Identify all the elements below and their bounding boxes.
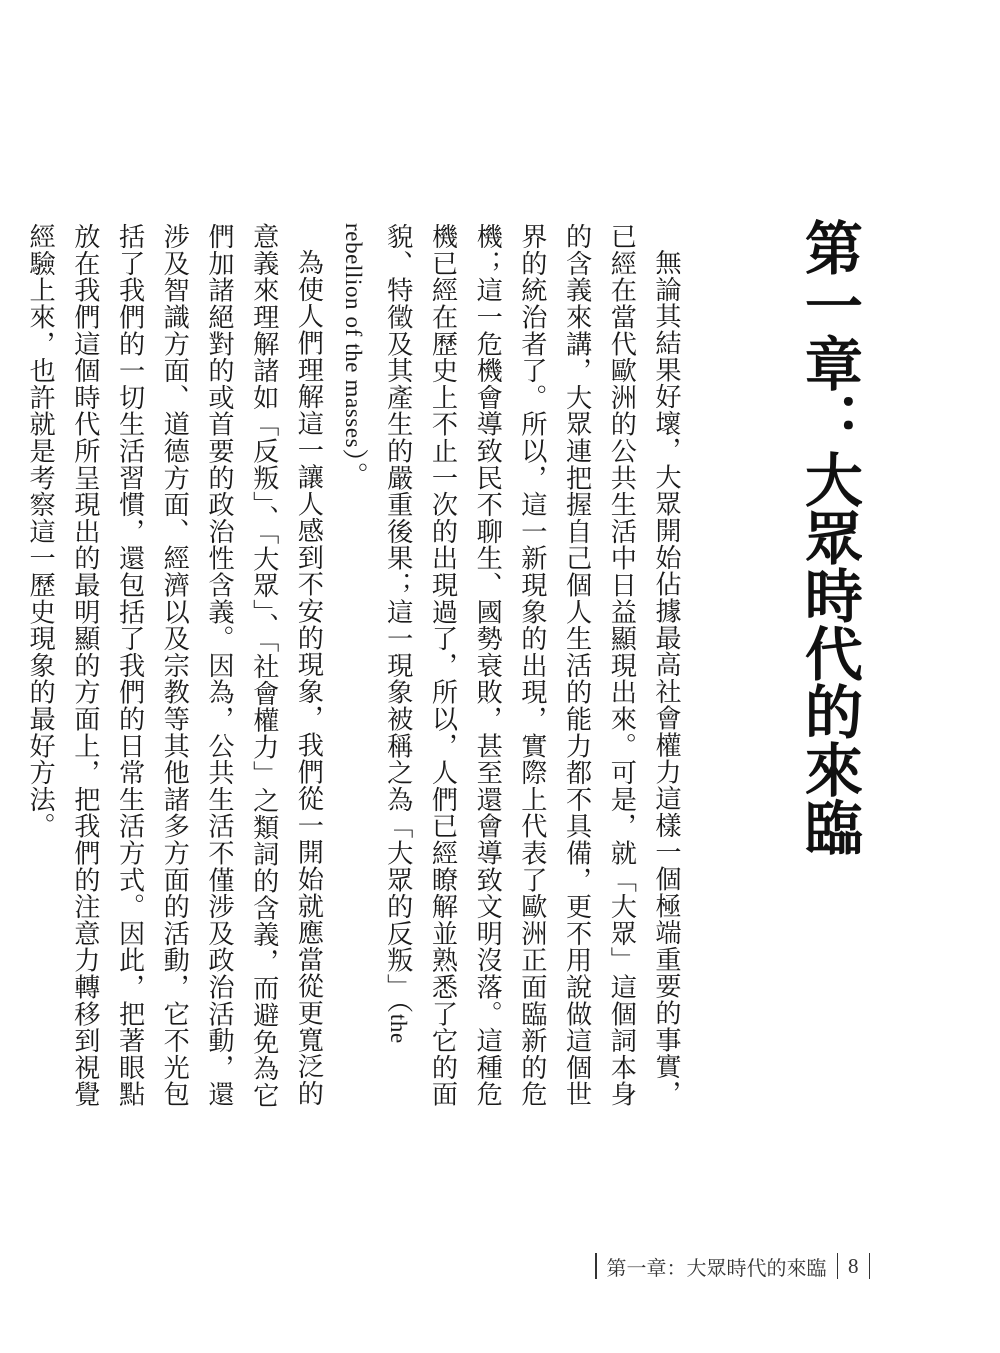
body-text <box>17 223 688 1123</box>
running-footer <box>585 1248 880 1284</box>
paragraph-text: ）。 <box>338 448 369 489</box>
page-number: 8 <box>848 1253 859 1278</box>
latin-phrase: the rebellion of the masses <box>341 223 411 1044</box>
running-head: 第一章：大眾時代的來臨 <box>606 1255 827 1280</box>
footer-divider <box>595 1253 597 1279</box>
paragraph <box>330 223 688 1123</box>
paragraph: 為使人們理解這一讓人感到不安的現象，我們從一開始就應當從更寬泛的意義來理解諸如「反叛」、「大眾」、「社會權力」之類詞的含義，而避免為它們加諸絕對的或首要的政治性含義。因為，公共生活不僅涉及政治活動，還涉及智識方面、道德方面、經濟以及宗教等其他諸多方面的活動，它不光包括了我們的一切生活習慣，還包括了我們的日常生活方式。因此，把著眼點放在我們這個時代所呈現出的最明顯的方面上，把我們的注意力轉移到視覺經驗上來，也許就是考察這一歷史現象的最好方法。 <box>25 223 324 1109</box>
paragraph-text: 無論其結果好壞，大眾開始佔據最高社會權力這樣一個極端重要的事實，已經在當代歐洲的公共生活中日益顯現出來。可是，就「大眾」這個詞本身的含義來講，大眾連把握自己個人生活的能力都不具備，更不用說做這個世界的統治者了。所以，這一新現象的出現，實際上代表了歐洲正面臨新的危機；這一危機會導致民不聊生、國勢衰敗，甚至還會導致文明沒落。這種危機已經在歷史上不止一次的出現過了，所以，人們已經瞭解並熟悉了它的面貌、特徵及其產生的嚴重後果；這一現象被稱之為「大眾的反叛」（ <box>382 223 681 1108</box>
footer-divider <box>837 1253 839 1279</box>
chapter-title: 第一章：大眾時代的來臨 <box>794 218 863 856</box>
footer-divider <box>869 1253 871 1279</box>
